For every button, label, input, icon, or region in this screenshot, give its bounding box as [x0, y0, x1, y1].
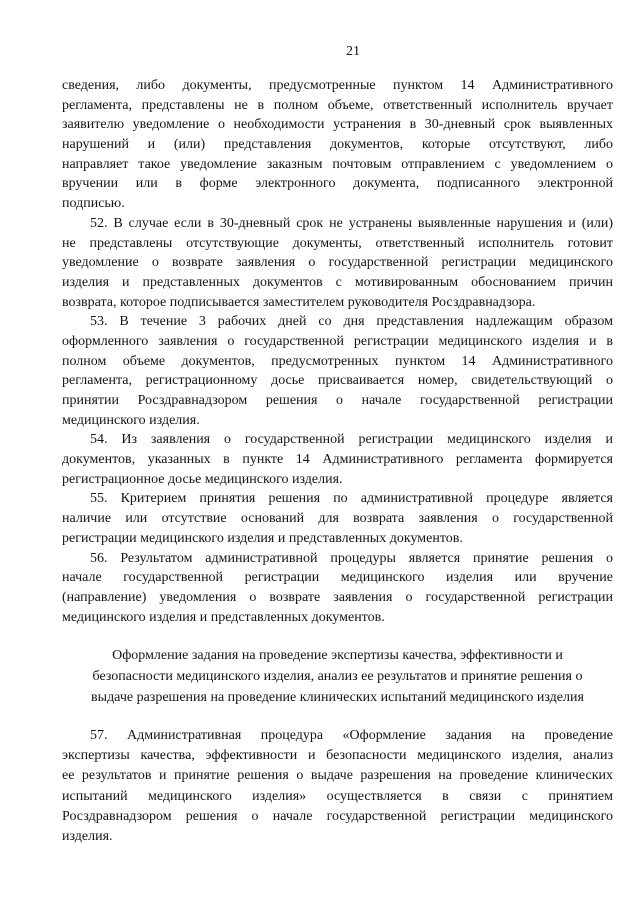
paragraph-53 [62, 312, 613, 430]
text-line: полном объеме документов, предусмотренных пунктом 14 Административного [62, 353, 613, 369]
text-line: 55. Критерием принятия решения по административной процедуре является [90, 491, 613, 507]
text-line: (направление) уведомления о возврате заявления о государственной регистрации [62, 589, 613, 605]
page-number: 21 [346, 44, 360, 59]
paragraph-55 [62, 489, 613, 548]
text-line: вручении или в форме электронного документа, подписанного электронной [62, 176, 613, 192]
heading-line: безопасности медицинского изделия, анализ ее результатов и принятие решения о [92, 669, 583, 684]
paragraph-57 [62, 726, 613, 847]
text-line: регистрации медицинского изделия и представленных документов. [62, 530, 463, 546]
text-line: оформленного заявления о государственной регистрации медицинского изделия и в [62, 333, 613, 349]
text-line: начале государственной регистрации медицинского изделия или вручение [62, 570, 613, 586]
paragraph-54 [62, 430, 613, 489]
text-line: 53. В течение 3 рабочих дней со дня представления надлежащим образом [90, 314, 613, 330]
text-line: заявителю уведомление о необходимости устранения в 30-дневный срок выявленных [62, 117, 613, 133]
text-line: медицинского изделия. [62, 412, 200, 428]
paragraph-52 [62, 214, 613, 312]
paragraph-continuation [62, 76, 613, 214]
text-line: экспертизы качества, эффективности и безопасности медицинского изделия, анализ [62, 748, 613, 764]
text-line: нарушений и (или) представления документов, которые отсутствуют, либо [62, 137, 613, 153]
text-line: медицинского изделия и представленных документов. [62, 609, 385, 625]
text-line: регистрационное досье медицинского изделия. [62, 471, 343, 487]
text-line: 54. Из заявления о государственной регистрации медицинского изделия и [90, 432, 613, 448]
text-line: изделия. [62, 828, 113, 844]
heading-line: выдаче разрешения на проведение клинических испытаний медицинского изделия [91, 690, 584, 705]
text-line: уведомление о возврате заявления о государственной регистрации медицинского [62, 255, 613, 271]
text-line: не представлены отсутствующие документы, ответственный исполнитель готовит [62, 235, 613, 251]
text-line: направляет такое уведомление заказным почтовым отправлением с уведомлением о [62, 156, 613, 172]
text-line: 56. Результатом административной процедуры является принятие решения о [90, 550, 613, 566]
text-line: возврата, которое подписывается заместителем руководителя Росздравнадзора. [62, 294, 536, 310]
text-line: изделия и представленных документов с мотивированным обоснованием причин [62, 274, 613, 290]
paragraph-56 [62, 549, 613, 628]
text-line: Росздравнадзором решения о начале государственной регистрации медицинского [62, 808, 613, 824]
text-line: 52. В случае если в 30-дневный срок не устранены выявленные нарушения и (или) [90, 215, 613, 231]
text-line: документов, указанных в пункте 14 Административного регламента формируется [62, 452, 613, 468]
text-line: ее результатов и принятие решения о выдаче разрешения на проведение клинических [62, 768, 613, 784]
text-line: 57. Административная процедура «Оформление задания на проведение [90, 728, 613, 743]
text-line: принятии Росздравнадзором решения о начале государственной регистрации [62, 393, 613, 408]
text-line: испытаний медицинского изделия» осуществляется в связи с принятием [62, 788, 613, 804]
document-body [62, 76, 613, 627]
section-heading [62, 645, 613, 708]
text-line: сведения, либо документы, предусмотренные пунктом 14 Административного [62, 78, 613, 93]
text-line: регламента, представлены не в полном объеме, ответственный исполнитель вручает [62, 97, 613, 113]
heading-line: Оформление задания на проведение экспертизы качества, эффективности и [112, 648, 563, 663]
text-line: наличие или отсутствие оснований для возврата заявления о государственной [62, 511, 613, 527]
text-line: подписью. [62, 196, 125, 212]
text-line: регламента, регистрационному досье присваивается номер, свидетельствующий о [62, 373, 613, 389]
